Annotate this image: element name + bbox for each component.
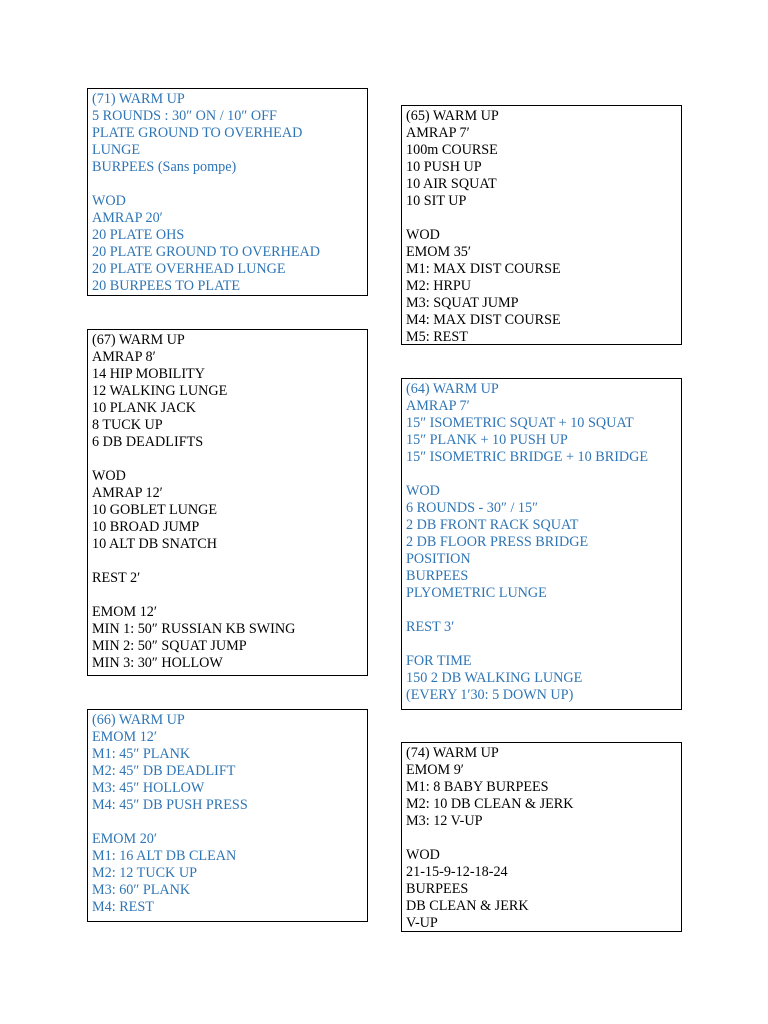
- workout-line: DB CLEAN & JERK: [406, 898, 529, 914]
- workout-line: M1: 45″ PLANK: [92, 746, 191, 762]
- workout-line: 8 TUCK UP: [92, 417, 163, 433]
- workout-line: MIN 1: 50″ RUSSIAN KB SWING: [92, 621, 296, 637]
- workout-line: 20 PLATE OHS: [92, 227, 185, 243]
- workout-line: AMRAP 7′: [406, 398, 470, 414]
- workout-line: REST 2′: [92, 570, 141, 586]
- workout-line: M5: REST: [406, 329, 468, 345]
- workout-title: (67) WARM UP: [92, 332, 185, 348]
- workout-line: V-UP: [406, 915, 438, 931]
- workout-line: WOD: [406, 483, 440, 499]
- workout-line: 14 HIP MOBILITY: [92, 366, 205, 382]
- workout-title: (65) WARM UP: [406, 108, 499, 124]
- workout-line: 15″ ISOMETRIC SQUAT + 10 SQUAT: [406, 415, 634, 431]
- workout-line: 15″ PLANK + 10 PUSH UP: [406, 432, 568, 448]
- workout-line: WOD: [406, 847, 440, 863]
- workout-line: PLATE GROUND TO OVERHEAD: [92, 125, 303, 141]
- blank-line: [92, 814, 363, 831]
- workout-line: 10 ALT DB SNATCH: [92, 536, 217, 552]
- blank-line: [92, 176, 363, 193]
- workout-line: 15″ ISOMETRIC BRIDGE + 10 BRIDGE: [406, 449, 649, 465]
- workout-line: 20 PLATE OVERHEAD LUNGE: [92, 261, 286, 277]
- blank-line: [92, 587, 363, 604]
- workout-line: M2: 12 TUCK UP: [92, 865, 197, 881]
- workout-line: MIN 3: 30″ HOLLOW: [92, 655, 223, 671]
- workout-line: 10 PUSH UP: [406, 159, 482, 175]
- workout-line: M1: 8 BABY BURPEES: [406, 779, 549, 795]
- workout-line: WOD: [406, 227, 440, 243]
- workout-line: EMOM 12′: [92, 729, 157, 745]
- workout-box-74: [401, 742, 682, 932]
- workout-line: 5 ROUNDS : 30″ ON / 10″ OFF: [92, 108, 277, 124]
- workout-box-67: [87, 329, 368, 676]
- workout-line: 10 PLANK JACK: [92, 400, 197, 416]
- workout-line: EMOM 9′: [406, 762, 464, 778]
- workout-box-65: [401, 105, 682, 345]
- workout-line: EMOM 20′: [92, 831, 157, 847]
- workout-line: BURPEES: [406, 568, 469, 584]
- workout-line: 10 BROAD JUMP: [92, 519, 200, 535]
- workout-line: M1: MAX DIST COURSE: [406, 261, 561, 277]
- workout-line: BURPEES: [406, 881, 469, 897]
- workout-line: REST 3′: [406, 619, 455, 635]
- workout-line: 10 AIR SQUAT: [406, 176, 497, 192]
- workout-line: M3: 45″ HOLLOW: [92, 780, 205, 796]
- blank-line: [92, 553, 363, 570]
- workout-line: M2: 10 DB CLEAN & JERK: [406, 796, 574, 812]
- workout-box-66: [87, 709, 368, 922]
- blank-line: [406, 210, 677, 227]
- workout-line: 6 ROUNDS - 30″ / 15″: [406, 500, 539, 516]
- workout-line: EMOM 12′: [92, 604, 157, 620]
- workout-line: (EVERY 1′30: 5 DOWN UP): [406, 687, 574, 703]
- workout-line: AMRAP 7′: [406, 125, 470, 141]
- workout-box-71: [87, 88, 368, 296]
- workout-line: EMOM 35′: [406, 244, 471, 260]
- workout-title: (71) WARM UP: [92, 91, 185, 107]
- workout-line: 10 GOBLET LUNGE: [92, 502, 218, 518]
- workout-line: M3: 12 V-UP: [406, 813, 483, 829]
- workout-title: (64) WARM UP: [406, 381, 499, 397]
- workout-line: M4: REST: [92, 899, 154, 915]
- workout-line: AMRAP 8′: [92, 349, 156, 365]
- blank-line: [406, 466, 677, 483]
- workout-line: BURPEES (Sans pompe): [92, 159, 237, 175]
- workout-line: M1: 16 ALT DB CLEAN: [92, 848, 237, 864]
- workout-line: 12 WALKING LUNGE: [92, 383, 228, 399]
- workout-line: 21-15-9-12-18-24: [406, 864, 508, 880]
- workout-line: LUNGE: [92, 142, 141, 158]
- blank-line: [92, 451, 363, 468]
- workout-line: MIN 2: 50″ SQUAT JUMP: [92, 638, 247, 654]
- workout-line: 20 PLATE GROUND TO OVERHEAD: [92, 244, 321, 260]
- workout-line: 100m COURSE: [406, 142, 498, 158]
- workout-line: M2: 45″ DB DEADLIFT: [92, 763, 236, 779]
- workout-line: 2 DB FLOOR PRESS BRIDGE: [406, 534, 589, 550]
- workout-title: (74) WARM UP: [406, 745, 499, 761]
- workout-line: M3: SQUAT JUMP: [406, 295, 519, 311]
- workout-line: M4: MAX DIST COURSE: [406, 312, 561, 328]
- workout-line: 10 SIT UP: [406, 193, 467, 209]
- workout-line: M3: 60″ PLANK: [92, 882, 191, 898]
- workout-line: POSITION: [406, 551, 471, 567]
- blank-line: [406, 602, 677, 619]
- workout-line: FOR TIME: [406, 653, 472, 669]
- workout-line: 2 DB FRONT RACK SQUAT: [406, 517, 579, 533]
- workout-line: 20 BURPEES TO PLATE: [92, 278, 241, 294]
- workout-line: M4: 45″ DB PUSH PRESS: [92, 797, 248, 813]
- workout-line: 6 DB DEADLIFTS: [92, 434, 204, 450]
- workout-line: 150 2 DB WALKING LUNGE: [406, 670, 583, 686]
- workout-line: PLYOMETRIC LUNGE: [406, 585, 547, 601]
- workout-box-64: [401, 378, 682, 710]
- workout-line: M2: HRPU: [406, 278, 472, 294]
- workout-line: AMRAP 12′: [92, 485, 163, 501]
- workout-line: AMRAP 20′: [92, 210, 163, 226]
- blank-line: [406, 636, 677, 653]
- workout-line: WOD: [92, 468, 126, 484]
- blank-line: [406, 830, 677, 847]
- workout-line: WOD: [92, 193, 126, 209]
- workout-title: (66) WARM UP: [92, 712, 185, 728]
